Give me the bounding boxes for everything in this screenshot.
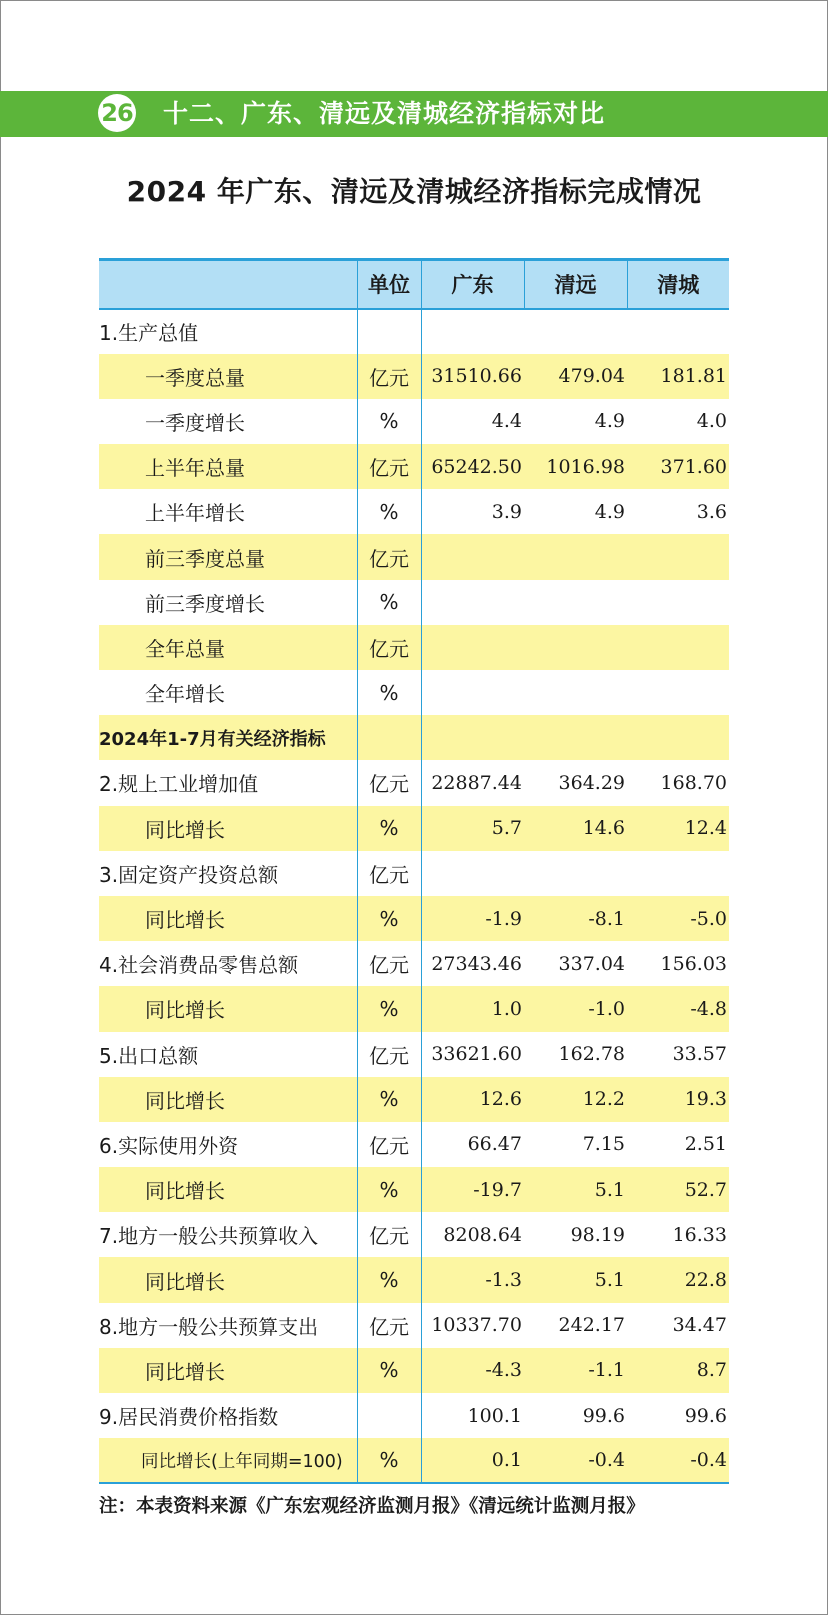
unit-cell: 亿元	[357, 1303, 421, 1348]
header-qingcheng: 清城	[627, 260, 729, 309]
guangdong-value-cell: 8208.64	[443, 1223, 522, 1246]
qingyuan-value-cell	[524, 309, 627, 354]
indicator-name-cell: 3.固定资产投资总额	[99, 862, 279, 887]
unit-cell: %	[357, 1257, 421, 1302]
guangdong-value-cell: 66.47	[467, 1133, 522, 1156]
table-row	[99, 489, 729, 534]
qingcheng-value-cell	[627, 580, 729, 625]
qingyuan-value-cell: 14.6	[582, 817, 625, 840]
guangdong-value-cell: 33621.60	[431, 1043, 522, 1066]
table-row	[99, 986, 729, 1031]
table-row	[99, 399, 729, 444]
guangdong-value-cell	[421, 851, 524, 896]
document-title: 2024 年广东、清远及清城经济指标完成情况	[126, 175, 702, 208]
section-title: 十二、广东、清远及清城经济指标对比	[163, 99, 606, 128]
table-row	[99, 1212, 729, 1257]
header-guangdong: 广东	[421, 260, 524, 309]
qingcheng-value-cell: 181.81	[660, 365, 727, 388]
qingyuan-value-cell	[524, 580, 627, 625]
table-row	[99, 1348, 729, 1393]
indicator-name-cell: 6.实际使用外资	[99, 1133, 239, 1158]
guangdong-value-cell: 0.1	[421, 1438, 524, 1483]
guangdong-value-cell: 100.1	[467, 1404, 522, 1427]
unit-cell: %	[357, 1438, 421, 1483]
guangdong-value-cell: 65242.50	[431, 455, 522, 478]
table-body	[99, 309, 729, 1484]
section-number-badge: 26	[98, 94, 136, 132]
qingyuan-value-cell	[524, 534, 627, 579]
qingyuan-value-cell	[524, 625, 627, 670]
guangdong-value-cell	[421, 580, 524, 625]
guangdong-value-cell: 3.9	[491, 500, 522, 523]
indicator-name-cell: 同比增长	[145, 1359, 225, 1384]
unit-cell: %	[357, 489, 421, 534]
unit-cell	[357, 309, 421, 354]
table-row	[99, 1393, 729, 1438]
qingcheng-value-cell: 168.70	[660, 771, 727, 794]
qingyuan-value-cell: 12.2	[582, 1088, 625, 1111]
indicator-name-cell: 同比增长	[145, 1269, 225, 1294]
indicator-table	[99, 258, 729, 1484]
guangdong-value-cell: -1.3	[485, 1269, 522, 1292]
unit-cell: 亿元	[357, 1032, 421, 1077]
unit-cell: 亿元	[357, 534, 421, 579]
table-row	[99, 1122, 729, 1167]
indicator-name-cell: 2024年1-7月有关经济指标	[99, 728, 326, 750]
unit-cell: 亿元	[357, 354, 421, 399]
qingyuan-value-cell: 5.1	[594, 1269, 625, 1292]
guangdong-value-cell: 4.4	[491, 410, 522, 433]
unit-cell	[357, 1393, 421, 1438]
guangdong-value-cell	[421, 715, 524, 760]
qingyuan-value-cell: 337.04	[558, 952, 625, 975]
header-qingyuan: 清远	[524, 260, 627, 309]
table-header-row	[99, 260, 729, 309]
qingcheng-value-cell: 3.6	[696, 500, 727, 523]
guangdong-value-cell: 22887.44	[431, 771, 522, 794]
table-row	[99, 1257, 729, 1302]
guangdong-value-cell: -1.9	[485, 907, 522, 930]
indicator-name-cell: 上半年总量	[145, 456, 245, 481]
table-row	[99, 806, 729, 851]
unit-cell: 亿元	[357, 760, 421, 805]
header-unit: 单位	[357, 260, 421, 309]
source-note: 注：本表资料来源《广东宏观经济监测月报》《清远统计监测月报》	[99, 1496, 645, 1517]
indicator-name-cell: 一季度增长	[145, 410, 245, 435]
indicator-name-cell: 同比增长	[145, 908, 225, 933]
qingcheng-value-cell: 34.47	[672, 1314, 727, 1337]
qingyuan-value-cell: 242.17	[558, 1314, 625, 1337]
qingcheng-value-cell: 16.33	[672, 1223, 727, 1246]
qingyuan-value-cell	[524, 851, 627, 896]
qingyuan-value-cell: 4.9	[594, 410, 625, 433]
qingyuan-value-cell: 1016.98	[546, 455, 625, 478]
indicator-name-cell: 4.社会消费品零售总额	[99, 953, 299, 978]
header-blank	[99, 260, 357, 309]
table-row	[99, 670, 729, 715]
unit-cell: %	[357, 896, 421, 941]
qingcheng-value-cell: 99.6	[684, 1404, 727, 1427]
indicator-name-cell: 同比增长	[145, 1179, 225, 1204]
table-row	[99, 534, 729, 579]
table-row	[99, 715, 729, 760]
qingcheng-value-cell	[627, 851, 729, 896]
indicator-name-cell: 5.出口总额	[99, 1043, 199, 1068]
unit-cell: %	[357, 670, 421, 715]
unit-cell: 亿元	[357, 625, 421, 670]
guangdong-value-cell: 10337.70	[431, 1314, 522, 1337]
table-row	[99, 1167, 729, 1212]
table-row	[99, 625, 729, 670]
qingcheng-value-cell: 12.4	[684, 817, 727, 840]
indicator-name-cell: 前三季度增长	[145, 591, 265, 616]
qingyuan-value-cell: 364.29	[558, 771, 625, 794]
table-row	[99, 580, 729, 625]
qingyuan-value-cell: -8.1	[588, 907, 625, 930]
table-row	[99, 851, 729, 896]
qingyuan-value-cell: 5.1	[594, 1178, 625, 1201]
guangdong-value-cell	[421, 309, 524, 354]
qingcheng-value-cell: 2.51	[684, 1133, 727, 1156]
indicator-name-cell: 前三季度总量	[145, 546, 265, 571]
qingcheng-value-cell	[627, 625, 729, 670]
indicator-name-cell: 一季度总量	[145, 365, 245, 390]
guangdong-value-cell: -4.3	[485, 1359, 522, 1382]
qingcheng-value-cell: 33.57	[672, 1043, 727, 1066]
table-row	[99, 354, 729, 399]
qingcheng-value-cell	[627, 670, 729, 715]
qingyuan-value-cell: 7.15	[582, 1133, 625, 1156]
qingyuan-value-cell: -0.4	[524, 1438, 627, 1483]
guangdong-value-cell	[421, 670, 524, 715]
unit-cell: %	[357, 806, 421, 851]
qingcheng-value-cell	[627, 309, 729, 354]
qingcheng-value-cell: 52.7	[684, 1178, 727, 1201]
indicator-name-cell: 2.规上工业增加值	[99, 772, 259, 797]
qingyuan-value-cell: 98.19	[570, 1223, 625, 1246]
unit-cell: %	[357, 399, 421, 444]
indicator-name-cell: 7.地方一般公共预算收入	[99, 1224, 319, 1249]
table-row	[99, 1077, 729, 1122]
unit-cell: 亿元	[357, 941, 421, 986]
table-row	[99, 444, 729, 489]
indicator-name-cell: 同比增长	[145, 998, 225, 1023]
qingcheng-value-cell: 156.03	[660, 952, 727, 975]
guangdong-value-cell	[421, 625, 524, 670]
qingyuan-value-cell	[524, 670, 627, 715]
unit-cell: %	[357, 1348, 421, 1393]
guangdong-value-cell	[421, 534, 524, 579]
indicator-name-cell: 全年增长	[145, 682, 225, 707]
qingyuan-value-cell	[524, 715, 627, 760]
qingcheng-value-cell	[627, 534, 729, 579]
indicator-name-cell: 全年总量	[145, 636, 225, 661]
indicator-name-cell: 同比增长(上年同期=100)	[99, 1438, 357, 1483]
qingyuan-value-cell: 479.04	[558, 365, 625, 388]
table-row	[99, 1032, 729, 1077]
section-header-bar	[0, 91, 828, 137]
guangdong-value-cell: 12.6	[479, 1088, 522, 1111]
table-row	[99, 309, 729, 354]
unit-cell: 亿元	[357, 851, 421, 896]
qingcheng-value-cell: -5.0	[690, 907, 727, 930]
qingyuan-value-cell: 4.9	[594, 500, 625, 523]
table-row	[99, 896, 729, 941]
indicator-name-cell: 上半年增长	[145, 501, 245, 526]
qingyuan-value-cell: -1.0	[588, 997, 625, 1020]
qingyuan-value-cell: 99.6	[582, 1404, 625, 1427]
indicator-name-cell: 同比增长	[145, 1088, 225, 1113]
unit-cell: %	[357, 1167, 421, 1212]
indicator-name-cell: 8.地方一般公共预算支出	[99, 1314, 319, 1339]
unit-cell: 亿元	[357, 1122, 421, 1167]
indicator-name-cell: 同比增长	[145, 817, 225, 842]
qingcheng-value-cell: 371.60	[660, 455, 727, 478]
qingcheng-value-cell	[627, 715, 729, 760]
qingcheng-value-cell: -4.8	[690, 997, 727, 1020]
table-row	[99, 941, 729, 986]
indicator-name-cell: 9.居民消费价格指数	[99, 1405, 279, 1430]
guangdong-value-cell: 31510.66	[431, 365, 522, 388]
unit-cell: %	[357, 580, 421, 625]
guangdong-value-cell: 27343.46	[431, 952, 522, 975]
qingcheng-value-cell: 4.0	[696, 410, 727, 433]
unit-cell: 亿元	[357, 1212, 421, 1257]
guangdong-value-cell: 5.7	[491, 817, 522, 840]
qingcheng-value-cell: 22.8	[684, 1269, 727, 1292]
qingcheng-value-cell: -0.4	[627, 1438, 729, 1483]
indicator-name-cell: 1.生产总值	[99, 321, 199, 346]
guangdong-value-cell: 1.0	[491, 997, 522, 1020]
table-row	[99, 1438, 729, 1483]
qingcheng-value-cell: 19.3	[684, 1088, 727, 1111]
unit-cell: %	[357, 986, 421, 1031]
unit-cell: 亿元	[357, 444, 421, 489]
qingyuan-value-cell: -1.1	[588, 1359, 625, 1382]
unit-cell: %	[357, 1077, 421, 1122]
qingyuan-value-cell: 162.78	[558, 1043, 625, 1066]
qingcheng-value-cell: 8.7	[696, 1359, 727, 1382]
table-row	[99, 760, 729, 805]
table-row	[99, 1303, 729, 1348]
guangdong-value-cell: -19.7	[473, 1178, 522, 1201]
unit-cell	[357, 715, 421, 760]
